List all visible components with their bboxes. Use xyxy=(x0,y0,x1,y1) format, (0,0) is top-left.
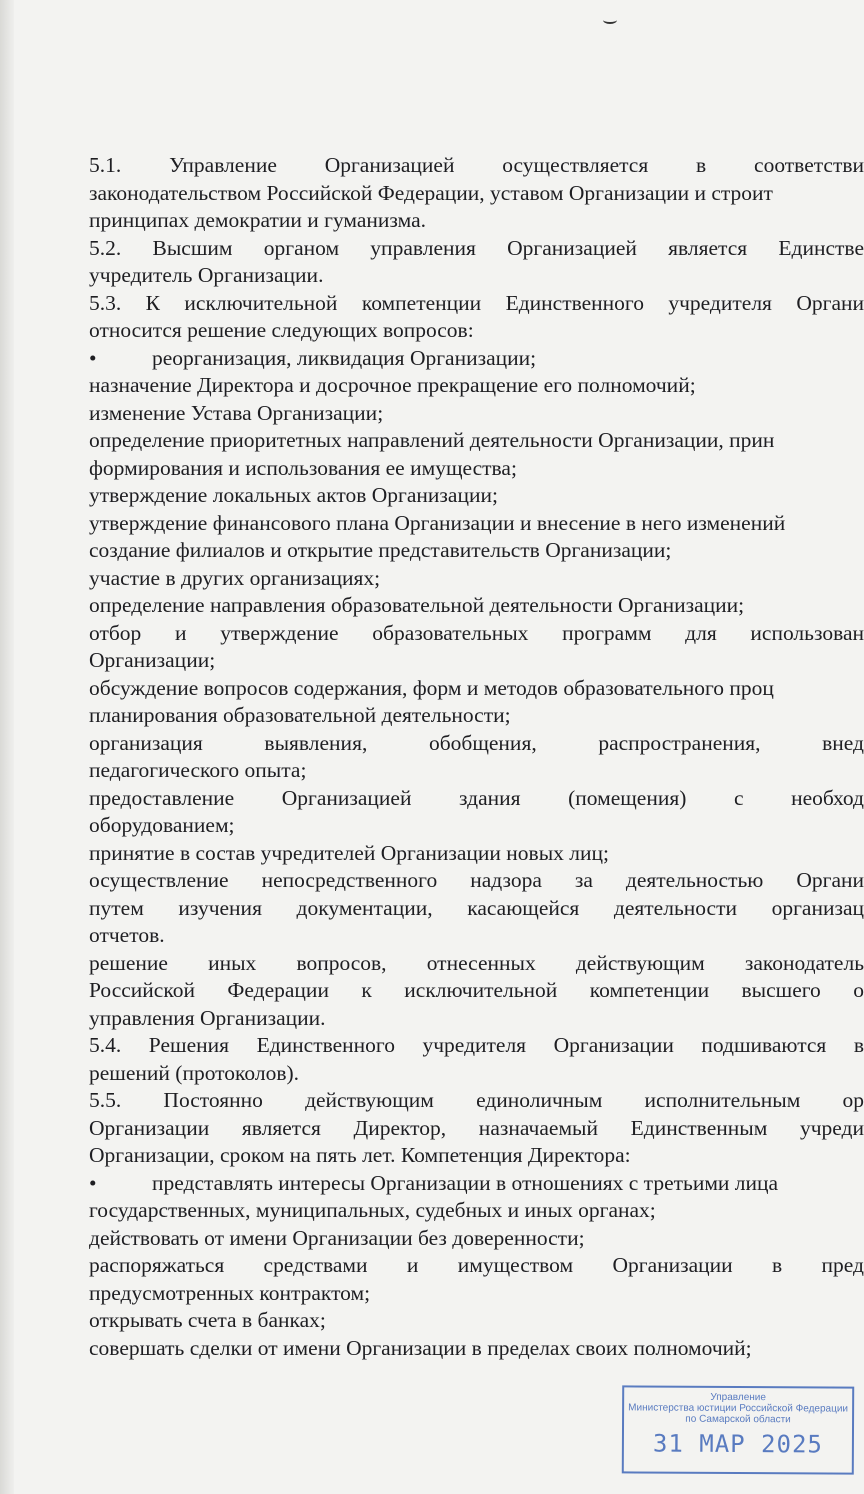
document-line: Организации является Директор, назначаемый Единственным учреди xyxy=(89,1115,864,1140)
document-line: планирования образовательной деятельности; xyxy=(89,703,511,727)
bullet-icon: • xyxy=(89,1170,97,1195)
document-line: 5.2. Высшим органом управления Организацией является Единстве xyxy=(89,235,864,260)
document-line: Российской Федерации к исключительной компетенции высшего о xyxy=(89,978,864,1002)
document-line: назначение Директора и досрочное прекращение его полномочий; xyxy=(89,373,696,397)
document-line: формирования и использования ее имущества; xyxy=(89,455,517,480)
stamp-line-2: Министерства юстиции Российской Федерации xyxy=(628,1402,849,1415)
document-line: 5.3. К исключительной компетенции Единственного учредителя Органи xyxy=(89,290,864,315)
document-line: утверждение финансового плана Организации и внесение в него изменений xyxy=(89,510,786,535)
bullet-list-item xyxy=(89,345,864,373)
document-body xyxy=(89,152,864,1362)
bullet-list-item xyxy=(89,1170,864,1198)
stamp-date: 31 МАР 2025 xyxy=(652,1429,823,1459)
document-line: предусмотренных контрактом; xyxy=(89,1280,371,1305)
scan-page-edge xyxy=(0,0,14,1494)
document-line: открывать счета в банках; xyxy=(89,1308,326,1332)
document-line: Организации; xyxy=(89,648,216,672)
document-line: определение приоритетных направлений деятельности Организации, прин xyxy=(89,428,775,452)
document-line: организация выявления, обобщения, распространения, внед xyxy=(89,730,864,755)
bullet-text: представлять интересы Организации в отношениях с третьими лица xyxy=(152,1170,779,1195)
scan-mark xyxy=(603,16,617,24)
document-line: утверждение локальных актов Организации; xyxy=(89,483,498,507)
document-line: относится решение следующих вопросов: xyxy=(89,318,474,342)
document-line: создание филиалов и открытие представительств Организации; xyxy=(89,538,672,562)
bullet-icon: • xyxy=(89,345,97,370)
document-line: педагогического опыта; xyxy=(89,758,307,782)
document-line: принятие в состав учредителей Организации новых лиц; xyxy=(89,840,609,865)
stamp-line-3: по Самарской области xyxy=(685,1413,791,1426)
document-line: совершать сделки от имени Организации в пределах своих полномочий; xyxy=(89,1335,752,1360)
document-line: решение иных вопросов, отнесенных действующим законодатель xyxy=(89,950,864,975)
document-line: отчетов. xyxy=(89,923,165,947)
document-line: изменение Устава Организации; xyxy=(89,400,384,425)
document-line: распоряжаться средствами и имуществом Организации в пред xyxy=(89,1253,864,1277)
document-line: решений (протоколов). xyxy=(89,1060,300,1085)
document-line: участие в других организациях; xyxy=(89,565,381,590)
document-line: законодательством Российской Федерации, уставом Организации и строит xyxy=(89,180,773,205)
document-line: определение направления образовательной деятельности Организации; xyxy=(89,593,745,617)
document-line: учредитель Организации. xyxy=(89,263,324,287)
document-line: отбор и утверждение образовательных программ для использован xyxy=(89,620,864,645)
document-line: осуществление непосредственного надзора за деятельностью Органи xyxy=(89,868,864,892)
bullet-text: реорганизация, ликвидация Организации; xyxy=(152,345,537,370)
document-line: 5.1. Управление Организацией осуществляется в соответстви xyxy=(89,153,864,177)
document-line: путем изучения документации, касающейся деятельности организац xyxy=(89,895,864,920)
document-line: обсуждение вопросов содержания, форм и методов образовательного проц xyxy=(89,675,774,700)
document-line: управления Организации. xyxy=(89,1005,326,1030)
document-line: 5.4. Решения Единственного учредителя Организации подшиваются в xyxy=(89,1033,864,1057)
document-line: предоставление Организацией здания (помещения) с необход xyxy=(89,785,864,810)
document-line: государственных, муниципальных, судебных и иных органах; xyxy=(89,1198,656,1222)
document-line: оборудованием; xyxy=(89,813,235,837)
document-line: принципах демократии и гуманизма. xyxy=(89,208,426,232)
document-line: Организации, сроком на пять лет. Компетенция Директора: xyxy=(89,1143,631,1167)
stamp-line-1: Управление xyxy=(710,1391,766,1404)
document-line: действовать от имени Организации без доверенности; xyxy=(89,1225,585,1250)
registration-stamp xyxy=(622,1385,854,1474)
document-line: 5.5. Постоянно действующим единоличным исполнительным ор xyxy=(89,1088,864,1112)
